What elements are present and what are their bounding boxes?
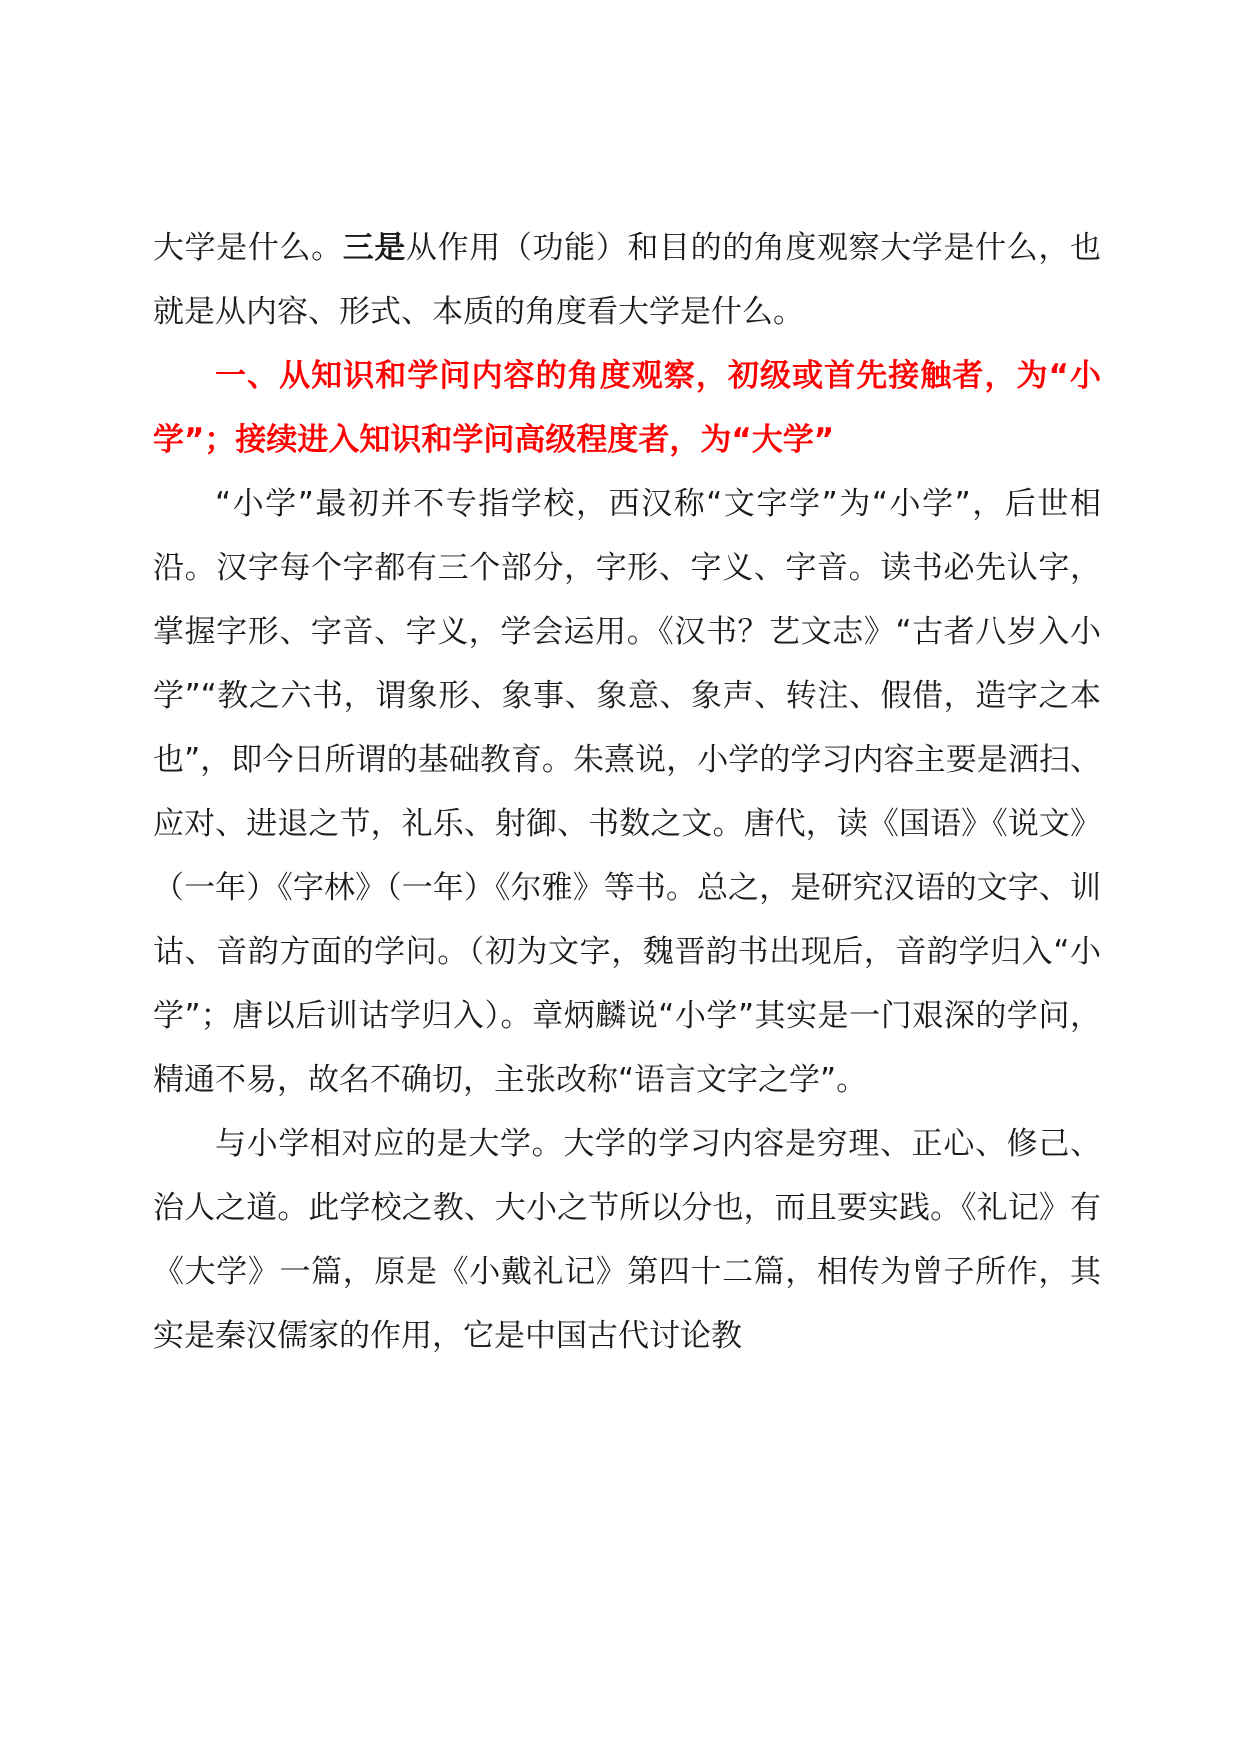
intro-text-start: 大学是什么。 <box>153 230 343 266</box>
intro-bold-marker: 三是 <box>342 230 406 266</box>
section-heading: 一、从知识和学问内容的角度观察，初级或首先接触者，为“小学”；接续进入知识和学问高级程度者，为“大学” <box>153 358 1101 458</box>
document-page <box>153 216 1101 1368</box>
intro-paragraph <box>153 216 1101 344</box>
daxue-paragraph: 与小学相对应的是大学。大学的学习内容是穷理、正心、修己、治人之道。此学校之教、大小之节所以分也，而且要实践。《礼记》有《大学》一篇，原是《小戴礼记》第四十二篇，相传为曾子所作，其实是秦汉儒家的作用，它是中国古代讨论教 <box>153 1126 1101 1354</box>
xiaoxue-paragraph: “小学”最初并不专指学校，西汉称“文字学”为“小学”，后世相沿。汉字每个字都有三个部分，字形、字义、字音。读书必先认字，掌握字形、字音、字义，学会运用。《汉书？艺文志》“古者八岁入小学”“教之六书，谓象形、象事、象意、象声、转注、假借，造字之本也”，即今日所谓的基础教育。朱熹说，小学的学习内容主要是洒扫、应对、进退之节，礼乐、射御、书数之文。唐代，读《国语》《说文》（一年）《字林》（一年）《尔雅》等书。总之，是研究汉语的文字、训诂、音韵方面的学问。（初为文字，魏晋韵书出现后，音韵学归入“小学”；唐以后训诂学归入）。章炳麟说“小学”其实是一门艰深的学问，精通不易，故名不确切，主张改称“语言文字之学”。 <box>153 486 1101 1098</box>
intro-text-end: 从作用（功能）和目的的角度观察大学是什么，也就是从内容、形式、本质的角度看大学是什么。 <box>153 230 1102 330</box>
